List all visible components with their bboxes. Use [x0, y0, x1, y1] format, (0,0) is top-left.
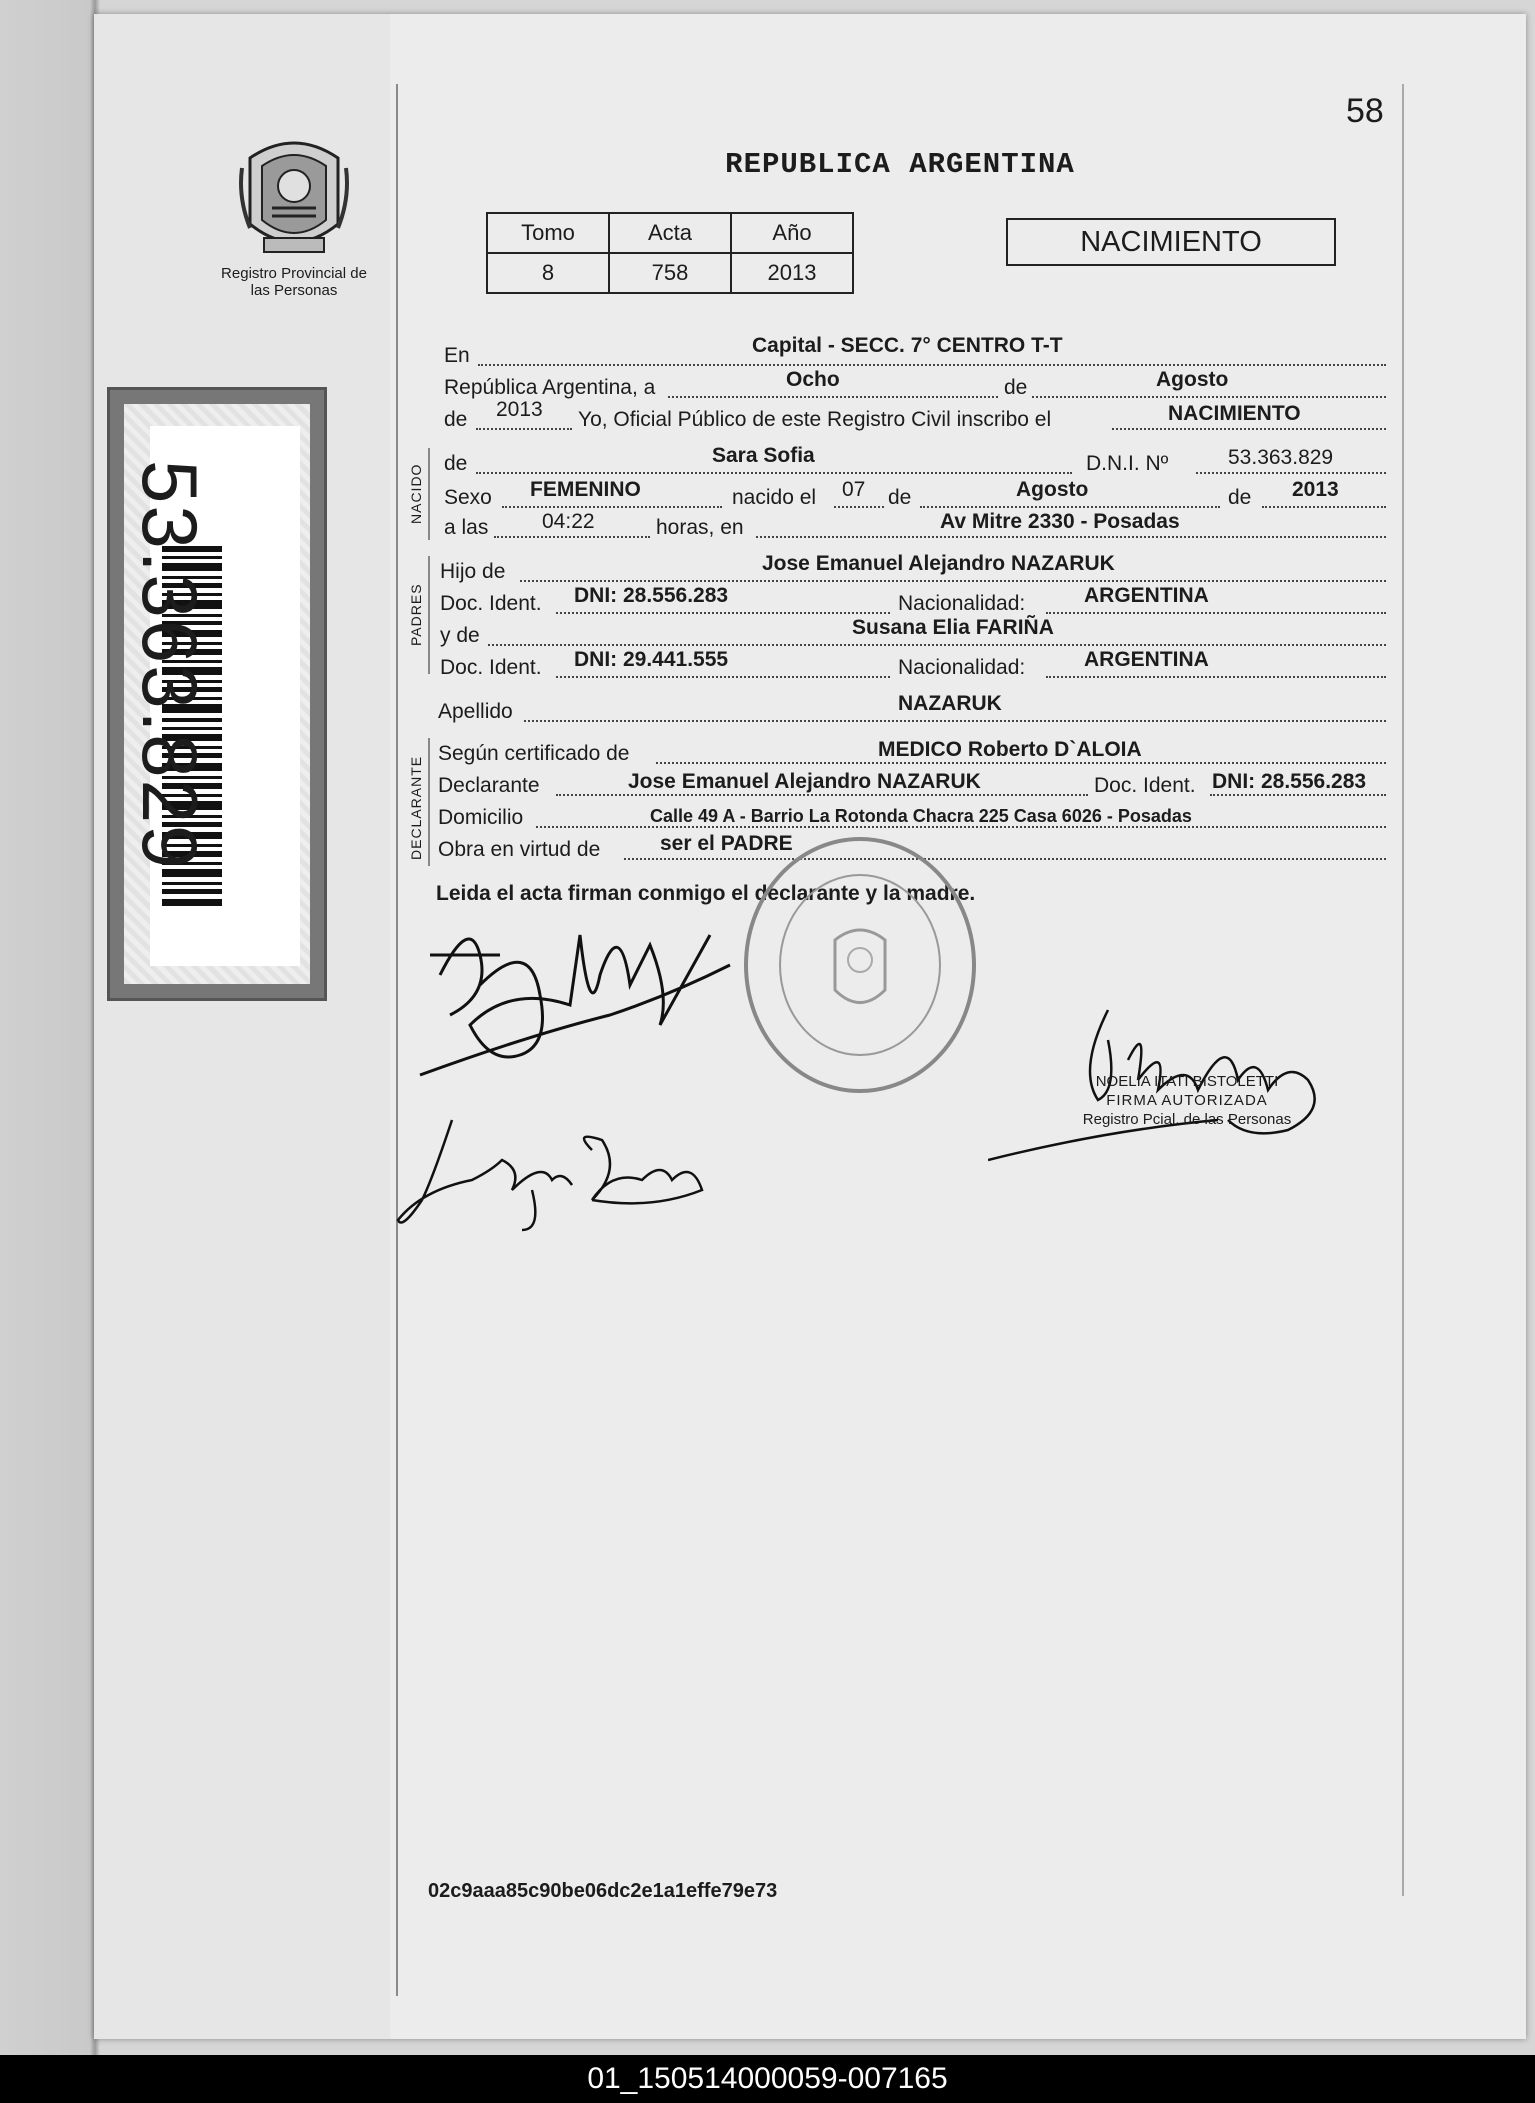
value-declarante-doc: DNI: 28.556.283	[1212, 770, 1367, 793]
label-sexo: Sexo	[444, 486, 492, 509]
dotted-line	[920, 506, 1220, 508]
dotted-line	[556, 794, 1088, 796]
value-nombre: Sara Sofia	[712, 444, 815, 467]
label-a-las: a las	[444, 516, 489, 539]
value-lugar-nac: Av Mitre 2330 - Posadas	[940, 510, 1180, 533]
mother-signature	[392, 1100, 712, 1240]
label-domicilio: Domicilio	[438, 806, 524, 829]
section-nacido-bracket	[428, 448, 434, 540]
anio-value: 2013	[731, 253, 853, 293]
authority-block	[1052, 1072, 1322, 1129]
label-en: En	[444, 344, 470, 367]
dotted-line	[556, 612, 890, 614]
value-dia-nac: 07	[842, 478, 866, 501]
label-nacionalidad-madre: Nacionalidad:	[898, 656, 1026, 679]
province-emblem	[236, 128, 352, 264]
dotted-line	[1046, 612, 1386, 614]
right-margin-rule	[1402, 84, 1404, 1896]
value-madre-nac: ARGENTINA	[1084, 648, 1209, 671]
label-apellido: Apellido	[438, 700, 513, 723]
section-padres-label: PADRES	[408, 583, 424, 646]
dotted-line	[834, 506, 884, 508]
anio-header: Año	[731, 213, 853, 253]
label-de-mes-nac: de	[888, 486, 912, 509]
value-inscripcion: NACIMIENTO	[1168, 402, 1301, 425]
dotted-line	[1112, 428, 1386, 430]
dotted-line	[476, 428, 572, 430]
label-de: de	[1004, 376, 1028, 399]
value-domicilio: Calle 49 A - Barrio La Rotonda Chacra 225 Casa 6026 - Posadas	[650, 806, 1192, 826]
dotted-line	[502, 506, 722, 508]
dotted-line	[476, 472, 1072, 474]
value-padre: Jose Emanuel Alejandro NAZARUK	[762, 552, 1115, 575]
dotted-line	[556, 676, 890, 678]
label-y-de: y de	[440, 624, 480, 647]
record-type-box: NACIMIENTO	[1006, 218, 1336, 266]
document-hash: 02c9aaa85c90be06dc2e1a1effe79e73	[428, 1880, 778, 1902]
dotted-line	[624, 858, 1386, 860]
dotted-line	[668, 396, 998, 398]
value-dni: 53.363.829	[1228, 446, 1334, 469]
footer-id-bar	[0, 2055, 1535, 2103]
label-horas-en: horas, en	[656, 516, 744, 539]
value-madre-doc: DNI: 29.441.555	[574, 648, 729, 671]
dotted-line	[1046, 676, 1386, 678]
dotted-line	[524, 720, 1386, 722]
value-lugar: Capital - SECC. 7° CENTRO T-T	[752, 334, 1063, 357]
value-padre-doc: DNI: 28.556.283	[574, 584, 729, 607]
label-de-anio-nac: de	[1228, 486, 1252, 509]
value-certificado: MEDICO Roberto D`ALOIA	[878, 738, 1142, 761]
label-doc-ident-madre: Doc. Ident.	[440, 656, 542, 679]
page-number: 58	[1346, 92, 1384, 130]
label-de-anio: de	[444, 408, 468, 431]
section-declarante-bracket	[428, 738, 434, 866]
authority-office: Registro Pcial. de las Personas	[1082, 1111, 1292, 1128]
dotted-line	[1196, 472, 1386, 474]
tomo-header: Tomo	[487, 213, 609, 253]
value-padre-nac: ARGENTINA	[1084, 584, 1209, 607]
label-nacionalidad-padre: Nacionalidad:	[898, 592, 1026, 615]
dotted-line	[1262, 506, 1386, 508]
section-nacido-label: NACIDO	[408, 463, 424, 524]
section-declarante-label: DECLARANTE	[408, 755, 424, 860]
label-segun-cert: Según certificado de	[438, 742, 630, 765]
value-mes-nac: Agosto	[1016, 478, 1089, 501]
declarant-signature	[410, 895, 740, 1095]
dotted-line	[656, 762, 1386, 764]
value-madre: Susana Elia FARIÑA	[852, 616, 1054, 639]
label-nacido-el: nacido el	[732, 486, 817, 509]
dotted-line	[478, 364, 1386, 366]
dotted-line	[494, 536, 650, 538]
label-republica: República Argentina, a	[444, 376, 656, 399]
dotted-line	[520, 580, 1386, 582]
official-seal	[740, 830, 980, 1100]
value-hora: 04:22	[542, 510, 595, 533]
label-declarante: Declarante	[438, 774, 540, 797]
label-doc-ident-declarante: Doc. Ident.	[1094, 774, 1196, 797]
registry-label: Registro Provincial de las Personas	[221, 265, 367, 299]
value-virtud: ser el PADRE	[660, 832, 793, 855]
label-de-nombre: de	[444, 452, 468, 475]
value-apellido: NAZARUK	[898, 692, 1002, 715]
label-yo-oficial: Yo, Oficial Público de este Registro Civil inscribo el	[578, 408, 1052, 431]
dotted-line	[488, 644, 1386, 646]
dni-sidebar-text: 53.363.829	[126, 460, 214, 871]
value-sexo: FEMENINO	[530, 478, 641, 501]
dotted-line	[1210, 794, 1386, 796]
label-obra-virtud: Obra en virtud de	[438, 838, 601, 861]
authority-name: NOELIA ITATI BISTOLETTI	[1095, 1073, 1279, 1090]
value-mes: Agosto	[1156, 368, 1229, 391]
closing-statement: Leida el acta firman conmigo el declarante y la madre.	[436, 882, 976, 905]
label-dni: D.N.I. Nº	[1086, 452, 1169, 475]
label-doc-ident-padre: Doc. Ident.	[440, 592, 542, 615]
value-dia-letras: Ocho	[786, 368, 840, 391]
value-anio: 2013	[496, 398, 543, 421]
dotted-line	[1032, 396, 1386, 398]
value-anio-nac: 2013	[1292, 478, 1339, 501]
section-padres-bracket	[428, 556, 434, 674]
page-margin-area	[94, 14, 390, 2039]
footer-id: 01_150514000059-007165	[587, 2062, 948, 2095]
acta-value: 758	[609, 253, 731, 293]
document-title: REPUBLICA ARGENTINA	[725, 148, 1075, 181]
acta-header: Acta	[609, 213, 731, 253]
left-margin-rule	[396, 84, 398, 1996]
register-table	[486, 212, 854, 294]
value-declarante: Jose Emanuel Alejandro NAZARUK	[628, 770, 981, 793]
label-hijo-de: Hijo de	[440, 560, 506, 583]
dotted-line	[756, 536, 1386, 538]
tomo-value: 8	[487, 253, 609, 293]
authority-role: FIRMA AUTORIZADA	[1106, 1092, 1268, 1109]
